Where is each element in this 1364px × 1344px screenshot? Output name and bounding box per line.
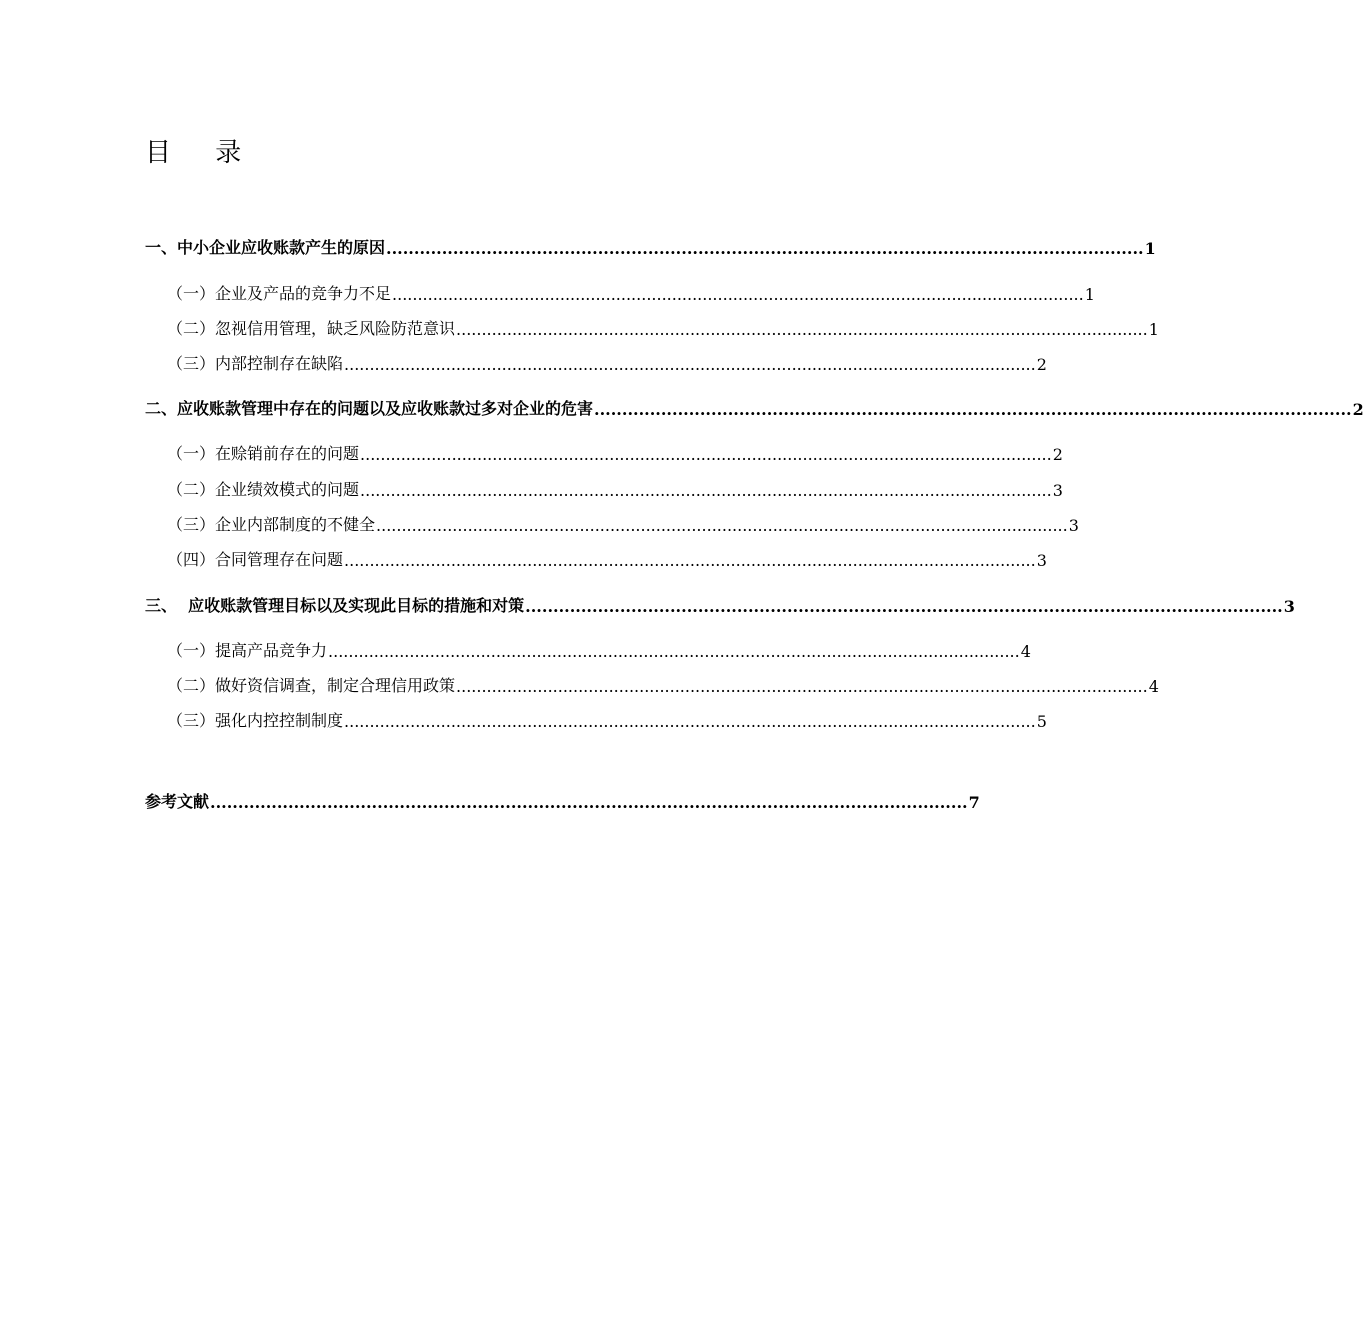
toc-entry[interactable] — [145, 707, 1047, 731]
toc-entry-label: （二）企业绩效模式的问题 — [167, 480, 360, 499]
toc-entry-label: 二、应收账款管理中存在的问题以及应收账款过多对企业的危害 — [145, 399, 594, 418]
toc-entry-page: 3 — [1052, 481, 1063, 500]
toc-entry-label: 三、 应收账款管理目标以及实现此目标的措施和对策 — [145, 596, 525, 615]
toc-entry-page: 1 — [1084, 285, 1095, 304]
toc-entry-label: （一）在赊销前存在的问题 — [167, 444, 360, 463]
toc-entry-page: 2 — [1036, 355, 1047, 374]
toc-leader-dots: ........................................................................................................................................ — [344, 355, 1036, 374]
toc-entry[interactable] — [145, 350, 1047, 374]
toc-entry[interactable] — [145, 511, 1079, 535]
toc-leader-dots: ........................................................................................................................................ — [376, 516, 1068, 535]
toc-entry-page: 4 — [1148, 677, 1159, 696]
toc-entry-label: 参考文献 — [145, 792, 210, 811]
toc-entry[interactable] — [145, 440, 1063, 464]
toc-leader-dots: ........................................................................................................................................ — [344, 712, 1036, 731]
toc-leader-dots: ........................................................................................................................................ — [456, 320, 1148, 339]
toc-entry[interactable] — [145, 546, 1047, 570]
toc-entry-page: 3 — [1068, 516, 1079, 535]
toc-leader-dots: ........................................................................................................................................ — [594, 400, 1352, 419]
toc-entry-label: （三）强化内控控制制度 — [167, 711, 344, 730]
toc-leader-dots: ........................................................................................................................................ — [328, 642, 1020, 661]
toc-entry-label: （三）内部控制存在缺陷 — [167, 354, 344, 373]
toc-entry-page: 7 — [968, 793, 980, 812]
toc-entry-label: （一）企业及产品的竞争力不足 — [167, 284, 392, 303]
toc-leader-dots: ........................................................................................................................................ — [210, 793, 968, 812]
toc-entry-label: 一、中小企业应收账款产生的原因 — [145, 238, 386, 257]
toc-entry-label: （二）做好资信调查，制定合理信用政策 — [167, 676, 456, 695]
toc-entry[interactable] — [145, 234, 1156, 258]
toc-entry-label: （一）提高产品竞争力 — [167, 641, 328, 660]
toc-entry[interactable] — [145, 395, 1364, 419]
toc-entry-label: （三）企业内部制度的不健全 — [167, 515, 376, 534]
toc-leader-dots: ........................................................................................................................................ — [392, 285, 1084, 304]
toc-entry-label: （四）合同管理存在问题 — [167, 550, 344, 569]
toc-entry[interactable] — [145, 476, 1063, 500]
toc-entry-page: 2 — [1352, 400, 1364, 419]
toc-entry-page: 1 — [1144, 239, 1156, 258]
toc-entry-page: 3 — [1283, 597, 1295, 616]
toc-leader-dots: ........................................................................................................................................ — [360, 445, 1052, 464]
toc-entry[interactable] — [145, 637, 1031, 661]
toc-entry-page: 2 — [1052, 445, 1063, 464]
toc-entry[interactable] — [145, 315, 1159, 339]
toc-entry-page: 1 — [1148, 320, 1159, 339]
toc-leader-dots: ........................................................................................................................................ — [456, 677, 1148, 696]
toc-entry-page: 4 — [1020, 642, 1031, 661]
toc-title: 目 录 — [145, 138, 260, 168]
toc-entry[interactable] — [145, 788, 980, 812]
toc-entry[interactable] — [145, 672, 1159, 696]
toc-entry-label: （二）忽视信用管理，缺乏风险防范意识 — [167, 319, 456, 338]
toc-entry[interactable] — [145, 592, 1295, 616]
toc-leader-dots: ........................................................................................................................................ — [525, 597, 1283, 616]
toc-entry-page: 5 — [1036, 712, 1047, 731]
toc-leader-dots: ........................................................................................................................................ — [386, 239, 1144, 258]
toc-entry[interactable] — [145, 280, 1095, 304]
toc-leader-dots: ........................................................................................................................................ — [360, 481, 1052, 500]
toc-entry-page: 3 — [1036, 551, 1047, 570]
toc-leader-dots: ........................................................................................................................................ — [344, 551, 1036, 570]
